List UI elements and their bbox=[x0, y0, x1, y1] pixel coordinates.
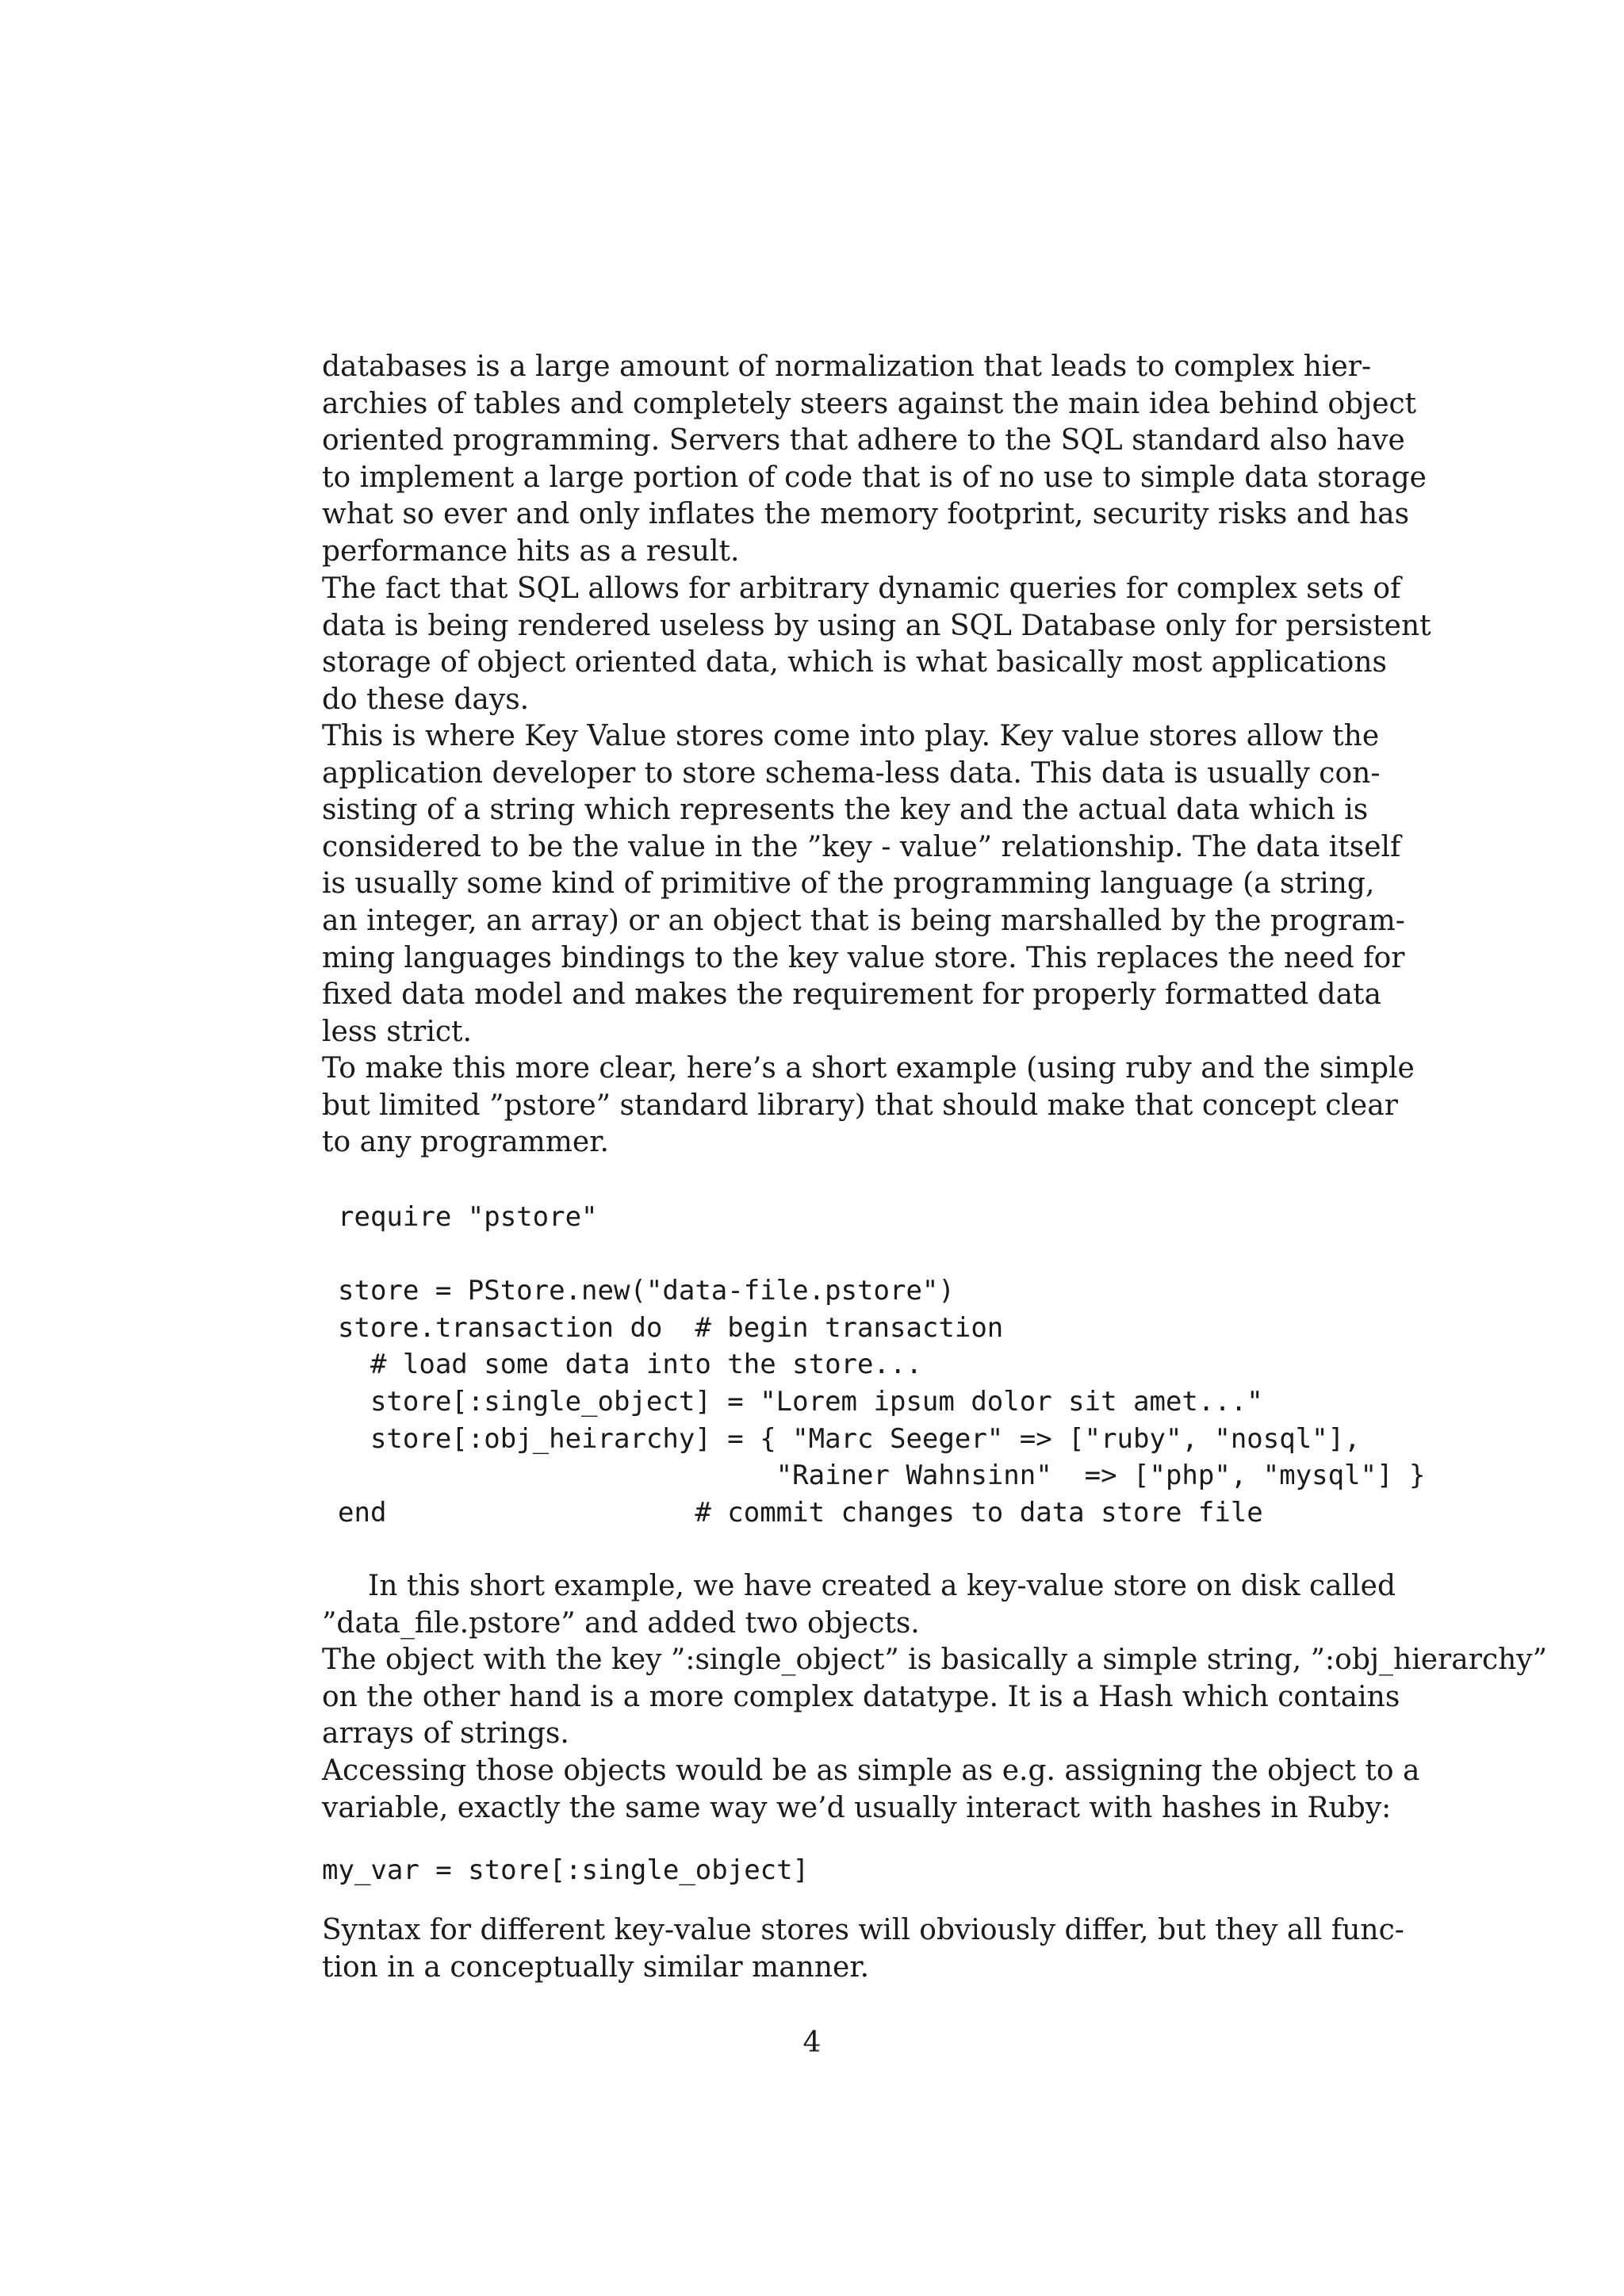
paragraph-object-types bbox=[322, 1642, 1548, 1753]
code-line: store.transaction do # begin transaction bbox=[338, 1311, 1004, 1344]
code-line: require "pstore" bbox=[338, 1201, 598, 1233]
text-line: ming languages bindings to the key value store. This replaces the need for bbox=[322, 941, 1405, 974]
text-line: considered to be the value in the ”key - value” relationship. The data itself bbox=[322, 830, 1401, 863]
text-line: is usually some kind of primitive of the programming language (a string, bbox=[322, 867, 1375, 901]
code-line: # load some data into the store... bbox=[338, 1349, 922, 1381]
text-line: fixed data model and makes the requirement for properly formatted data bbox=[322, 978, 1381, 1012]
code-line: "Rainer Wahnsinn" => ["php", "mysql"] } bbox=[338, 1460, 1426, 1492]
text-line: data is being rendered useless by using an SQL Database only for persistent bbox=[322, 609, 1431, 642]
text-line: but limited ”pstore” standard library) that should make that concept clear bbox=[322, 1089, 1398, 1122]
inline-code-example: my_var = store[:single_object] bbox=[322, 1854, 810, 1886]
code-line: store[:obj_heirarchy] = { "Marc Seeger" => ["ruby", "nosql"], bbox=[338, 1422, 1361, 1455]
text-line: This is where Key Value stores come into play. Key value stores allow the bbox=[322, 720, 1380, 752]
paragraph-key-value-stores bbox=[322, 718, 1405, 1050]
text-line: less strict. bbox=[322, 1015, 472, 1048]
text-line: storage of object oriented data, which is what basically most applications bbox=[322, 646, 1388, 679]
text-line: performance hits as a result. bbox=[322, 534, 740, 568]
text-line: databases is a large amount of normalization that leads to complex hier- bbox=[322, 350, 1372, 383]
paragraph-normalization bbox=[322, 349, 1427, 571]
text-line: tion in a conceptually similar manner. bbox=[322, 1950, 870, 1984]
paragraph-example-explanation bbox=[322, 1568, 1396, 1642]
ruby-code-block bbox=[338, 1199, 1425, 1531]
text-line: archies of tables and completely steers against the main idea behind object bbox=[322, 387, 1417, 420]
text-line: arrays of strings. bbox=[322, 1717, 569, 1751]
text-line: application developer to store schema-less data. This data is usually con- bbox=[322, 756, 1381, 790]
text-line: sisting of a string which represents the key and the actual data which is bbox=[322, 794, 1369, 827]
text-line: ”data_file.pstore” and added two objects. bbox=[322, 1606, 920, 1640]
page-number: 4 bbox=[802, 2026, 822, 2059]
code-line: store = PStore.new("data-file.pstore") bbox=[338, 1275, 955, 1307]
text-line: Accessing those objects would be as simple as e.g. assigning the object to a bbox=[322, 1755, 1420, 1787]
text-line: In this short example, we have created a key-value store on disk called bbox=[368, 1570, 1396, 1602]
text-line: The fact that SQL allows for arbitrary dynamic queries for complex sets of bbox=[322, 572, 1401, 605]
text-line: on the other hand is a more complex datatype. It is a Hash which contains bbox=[322, 1680, 1400, 1713]
text-line: The object with the key ”:single_object” is basically a simple string, ”:obj_hierarchy” bbox=[322, 1644, 1548, 1676]
text-line: Syntax for different key-value stores will obviously differ, but they all func- bbox=[322, 1914, 1404, 1946]
text-line: variable, exactly the same way we’d usually interact with hashes in Ruby: bbox=[322, 1791, 1392, 1824]
code-line bbox=[338, 1236, 1425, 1273]
paragraph-sql-queries bbox=[322, 571, 1431, 718]
text-line: to implement a large portion of code that is of no use to simple data storage bbox=[322, 461, 1427, 494]
text-line: what so ever and only inflates the memory footprint, security risks and has bbox=[322, 498, 1410, 531]
text-line: to any programmer. bbox=[322, 1126, 609, 1159]
text-line: oriented programming. Servers that adhere to the SQL standard also have bbox=[322, 424, 1405, 457]
paragraph-example-intro bbox=[322, 1050, 1415, 1161]
text-line: do these days. bbox=[322, 683, 530, 716]
text-line: an integer, an array) or an object that is being marshalled by the program- bbox=[322, 904, 1405, 937]
code-line: store[:single_object] = "Lorem ipsum dolor sit amet..." bbox=[338, 1385, 1263, 1418]
paragraph-accessing-objects bbox=[322, 1753, 1420, 1827]
paragraph-syntax-differences bbox=[322, 1912, 1404, 1986]
text-line: To make this more clear, here’s a short example (using ruby and the simple bbox=[322, 1052, 1415, 1085]
code-line: end # commit changes to data store file bbox=[338, 1496, 1263, 1529]
